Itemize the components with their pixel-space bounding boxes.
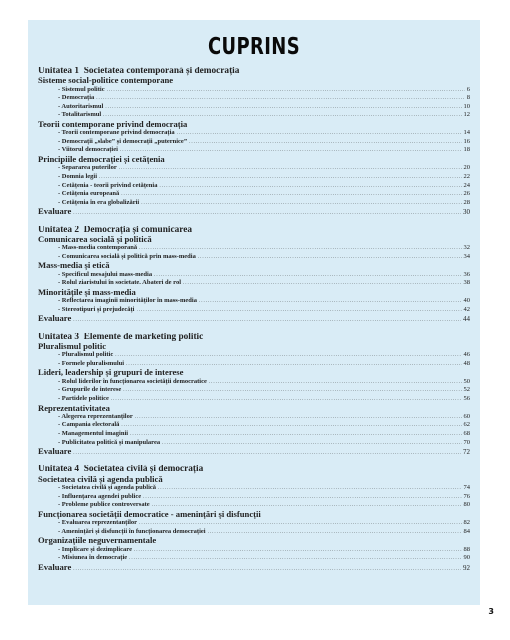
toc-entry-page: 52 xyxy=(463,386,470,394)
dot-leader xyxy=(141,200,461,209)
dot-leader xyxy=(129,555,461,564)
toc-entry[interactable] xyxy=(38,164,470,173)
toc-entry[interactable] xyxy=(38,138,470,147)
toc-entry-page: 6 xyxy=(466,85,470,93)
toc-entry-page: 16 xyxy=(463,137,470,145)
dot-leader xyxy=(123,387,461,396)
toc-entry[interactable] xyxy=(38,378,470,387)
toc-entry-label: - Sistemul politic xyxy=(58,85,105,93)
toc-entry-page: 40 xyxy=(463,297,470,305)
toc-entry-label: - Amenințări și disfuncții în funcționarea democrației xyxy=(58,527,206,535)
toc-entry[interactable] xyxy=(38,244,470,253)
section-heading: Comunicarea socială și politică xyxy=(38,234,152,244)
unit-name: Societatea contemporană și democrația xyxy=(83,67,240,76)
toc-entry[interactable] xyxy=(38,395,470,404)
section-heading: Funcționarea societății democratice - amenințări și disfuncții xyxy=(38,509,261,519)
dot-leader xyxy=(73,209,461,218)
evaluation-label: Evaluare xyxy=(38,561,72,572)
evaluation-entry[interactable] xyxy=(38,563,470,572)
toc-entry-page: 74 xyxy=(463,484,470,492)
dot-leader xyxy=(158,485,461,494)
toc-entry-label: - Grupurile de interese xyxy=(58,386,122,394)
section-heading: Sisteme social-politice contemporane xyxy=(38,76,174,86)
unit-heading xyxy=(38,465,470,474)
toc-entry[interactable] xyxy=(38,306,470,315)
dot-leader xyxy=(111,396,462,405)
toc-entry-page: 34 xyxy=(463,252,470,260)
evaluation-label: Evaluare xyxy=(38,446,72,457)
toc-entry-label: - Misiunea în democrație xyxy=(58,554,128,562)
section-heading: Reprezentativitatea xyxy=(38,403,110,413)
toc-entry[interactable] xyxy=(38,528,470,537)
page-title: CUPRINS xyxy=(207,34,301,60)
toc-entry-label: - Domnia legii xyxy=(58,172,97,180)
toc-entry[interactable] xyxy=(38,493,470,502)
dot-leader xyxy=(162,440,461,449)
table-of-contents xyxy=(38,67,470,572)
toc-entry-label: - Campania electorală xyxy=(58,421,120,429)
toc-entry-label: - Partidele politice xyxy=(58,394,109,402)
toc-entry-page: 24 xyxy=(463,181,470,189)
toc-entry-page: 88 xyxy=(463,545,470,553)
toc-entry[interactable] xyxy=(38,103,470,112)
toc-entry-label: - Teorii contemporane privind democrația xyxy=(58,129,175,137)
toc-entry-label: - Specificul mesajului mass-media xyxy=(58,270,153,278)
toc-entry-label: - Implicare și dezimplicare xyxy=(58,545,132,553)
toc-entry[interactable] xyxy=(38,351,470,360)
dot-leader xyxy=(198,254,462,263)
evaluation-label: Evaluare xyxy=(38,206,72,217)
toc-entry-label: - Separarea puterilor xyxy=(58,164,117,172)
dot-leader xyxy=(96,95,464,104)
toc-entry[interactable] xyxy=(38,86,470,95)
unit-label: Unitatea 4 xyxy=(38,465,80,475)
toc-entry[interactable] xyxy=(38,360,470,369)
toc-entry-label: - Cetățenia în era globalizării xyxy=(58,198,140,206)
toc-entry[interactable] xyxy=(38,554,470,563)
toc-entry-label: - Cetățenia europeană xyxy=(58,190,120,198)
dot-leader xyxy=(189,139,461,148)
toc-entry-page: 56 xyxy=(463,394,470,402)
dot-leader xyxy=(121,191,461,200)
toc-entry-label: - Probleme publice controversate xyxy=(58,501,150,509)
toc-entry-page: 70 xyxy=(463,438,470,446)
toc-entry[interactable] xyxy=(38,413,470,422)
unit-heading xyxy=(38,67,470,76)
toc-entry-page: 48 xyxy=(463,359,470,367)
toc-entry-page: 76 xyxy=(463,492,470,500)
dot-leader xyxy=(120,147,462,156)
dot-leader xyxy=(73,449,461,458)
toc-entry-page: 22 xyxy=(463,172,470,180)
toc-entry[interactable] xyxy=(38,386,470,395)
evaluation-entry[interactable] xyxy=(38,207,470,216)
toc-entry-label: - Democrații „slabe” și democrații „puternice” xyxy=(58,137,188,145)
dot-leader xyxy=(137,307,462,316)
dot-leader xyxy=(208,529,462,538)
evaluation-entry[interactable] xyxy=(38,314,470,323)
unit-label: Unitatea 3 xyxy=(38,332,80,342)
evaluation-entry[interactable] xyxy=(38,447,470,456)
dot-leader xyxy=(130,431,461,440)
toc-entry[interactable] xyxy=(38,94,470,103)
toc-entry-label: - Autoritarismul xyxy=(58,102,104,110)
toc-entry-page: 60 xyxy=(463,412,470,420)
toc-entry-label: - Influențarea agendei publice xyxy=(58,492,142,500)
dot-leader xyxy=(177,130,462,139)
toc-entry-page: 62 xyxy=(463,421,470,429)
dot-leader xyxy=(115,352,461,361)
toc-entry-page: 90 xyxy=(463,554,470,562)
dot-leader xyxy=(183,280,461,289)
toc-entry[interactable] xyxy=(38,111,470,120)
toc-entry-page: 80 xyxy=(463,501,470,509)
toc-entry[interactable] xyxy=(38,279,470,288)
toc-entry-page: 18 xyxy=(463,146,470,154)
dot-leader xyxy=(154,272,461,281)
dot-leader xyxy=(105,104,461,113)
toc-entry-page: 46 xyxy=(463,351,470,359)
toc-entry[interactable] xyxy=(38,484,470,493)
section-heading: Lideri, leadership și grupuri de interese xyxy=(38,368,184,378)
evaluation-page: 72 xyxy=(463,448,470,457)
unit-label: Unitatea 1 xyxy=(38,67,80,76)
toc-entry-label: - Reflectarea imaginii minorităților în mass-media xyxy=(58,297,197,305)
toc-entry-label: - Alegerea reprezentanților xyxy=(58,412,133,420)
toc-entry-page: 84 xyxy=(463,527,470,535)
toc-entry[interactable] xyxy=(38,199,470,208)
section-heading: Mass-media și etică xyxy=(38,261,110,271)
dot-leader xyxy=(73,565,461,574)
toc-entry-page: 68 xyxy=(463,430,470,437)
dot-leader xyxy=(134,547,462,556)
section-heading: Principiile democrației și cetățenia xyxy=(38,155,165,165)
unit-name: Democrația și comunicarea xyxy=(83,225,192,235)
toc-entry-label: - Pluralismul politic xyxy=(58,351,114,359)
dot-leader xyxy=(119,165,462,174)
toc-entry[interactable] xyxy=(38,173,470,182)
toc-entry-page: 38 xyxy=(463,279,470,287)
unit-name: Elemente de marketing politic xyxy=(83,332,204,342)
unit-heading xyxy=(38,226,470,235)
toc-entry[interactable] xyxy=(38,253,470,262)
evaluation-page: 92 xyxy=(463,563,470,572)
unit-name: Societatea civilă și democrația xyxy=(83,465,204,475)
toc-entry-page: 82 xyxy=(463,519,470,527)
section-heading: Minoritățile și mass-media xyxy=(38,287,136,297)
toc-entry-page: 14 xyxy=(463,129,470,137)
section-heading: Teorii contemporane privind democrația xyxy=(38,119,188,129)
toc-entry[interactable] xyxy=(38,271,470,280)
section-heading: Organizațiile neguvernamentale xyxy=(38,536,157,546)
dot-leader xyxy=(121,422,461,431)
toc-entry-label: - Evaluarea reprezentanților xyxy=(58,519,138,527)
toc-entry-label: - Rolul ziaristului în societate. Abateri de rol xyxy=(58,279,182,287)
dot-leader xyxy=(135,414,462,423)
toc-entry-label: - Managementul imaginii xyxy=(58,430,129,437)
toc-entry-label: - Cetățenia - teorii privind cetățenia xyxy=(58,181,158,189)
toc-entry[interactable] xyxy=(38,182,470,191)
toc-entry-label: - Societatea civilă și agenda publică xyxy=(58,484,157,492)
dot-leader xyxy=(73,316,461,325)
toc-entry-page: 36 xyxy=(463,270,470,278)
toc-entry-page: 8 xyxy=(466,94,470,102)
toc-entry[interactable] xyxy=(38,297,470,306)
section-heading: Societatea civilă și agenda publică xyxy=(38,474,163,484)
unit-heading xyxy=(38,333,470,342)
dot-leader xyxy=(107,87,465,96)
toc-entry-page: 10 xyxy=(463,102,470,110)
evaluation-page: 44 xyxy=(463,315,470,324)
evaluation-page: 30 xyxy=(463,208,470,217)
toc-entry-page: 50 xyxy=(463,377,470,385)
toc-entry-label: - Stereotipuri și prejudecăți xyxy=(58,305,135,313)
unit-label: Unitatea 2 xyxy=(38,225,80,235)
toc-entry[interactable] xyxy=(38,146,470,155)
toc-entry[interactable] xyxy=(38,546,470,555)
toc-entry-label: - Democrația xyxy=(58,94,95,102)
evaluation-label: Evaluare xyxy=(38,313,72,324)
toc-entry[interactable] xyxy=(38,501,470,510)
dot-leader xyxy=(209,379,462,388)
toc-entry[interactable] xyxy=(38,430,470,439)
toc-entry-label: - Totalitarismul xyxy=(58,111,102,119)
dot-leader xyxy=(159,183,461,192)
section-heading: Pluralismul politic xyxy=(38,341,107,351)
toc-entry-label: - Comunicarea socială și politică prin mass-media xyxy=(58,252,196,260)
toc-entry[interactable] xyxy=(38,519,470,528)
toc-entry-page: 28 xyxy=(463,198,470,206)
toc-entry-label: - Publicitatea politică și manipularea xyxy=(58,438,161,446)
toc-entry[interactable] xyxy=(38,421,470,430)
toc-entry[interactable] xyxy=(38,190,470,199)
toc-entry-label: - Rolul liderilor în funcționarea societății democratice xyxy=(58,377,207,385)
toc-entry-page: 20 xyxy=(463,164,470,172)
dot-leader xyxy=(199,298,462,307)
toc-entry[interactable] xyxy=(38,129,470,138)
toc-entry-page: 42 xyxy=(463,305,470,313)
dot-leader xyxy=(143,494,461,503)
toc-entry-page: 26 xyxy=(463,190,470,198)
page-number: 3 xyxy=(488,607,494,616)
toc-entry-label: - Viitorul democrației xyxy=(58,146,118,154)
toc-entry-page: 12 xyxy=(463,111,470,119)
toc-entry-page: 32 xyxy=(463,244,470,252)
toc-entry-label: - Mass-media contemporană xyxy=(58,244,138,252)
toc-entry[interactable] xyxy=(38,439,470,448)
contents-panel xyxy=(28,20,480,605)
toc-entry-label: - Formele pluralismului xyxy=(58,359,125,367)
